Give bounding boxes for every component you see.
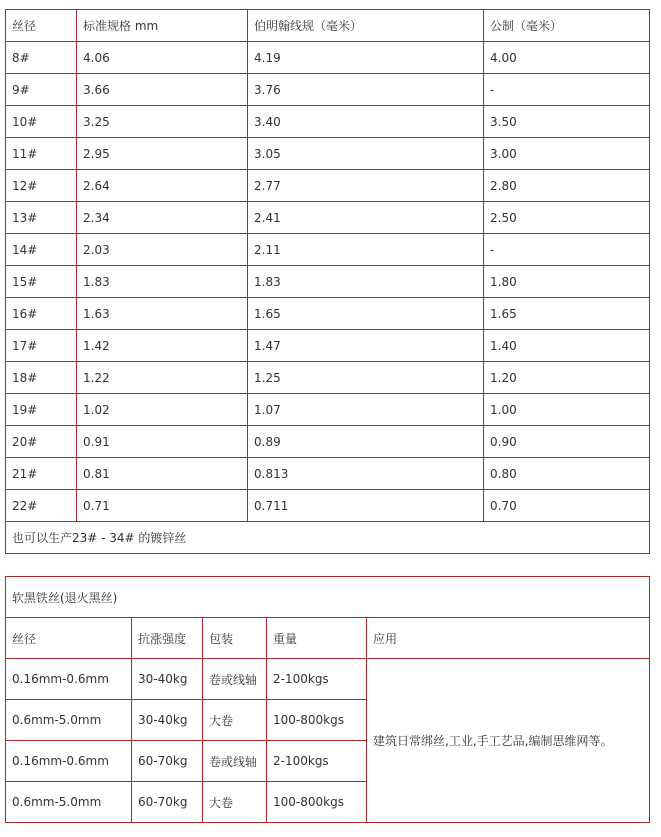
table-cell: 1.07 [248, 394, 484, 426]
table-row [6, 330, 650, 362]
table-cell: 0.91 [77, 426, 248, 458]
table-row [6, 266, 650, 298]
table-row [6, 298, 650, 330]
table-cell: 10# [6, 106, 77, 138]
table-cell: 60-70kg [132, 741, 203, 782]
table-cell: 100-800kgs [267, 700, 367, 741]
gauge-table [5, 9, 650, 554]
table-cell: 3.40 [248, 106, 484, 138]
table-cell: 22# [6, 490, 77, 522]
table-row [6, 234, 650, 266]
table-row [6, 42, 650, 74]
table-cell: 20# [6, 426, 77, 458]
table-cell: 12# [6, 170, 77, 202]
table-cell: 1.02 [77, 394, 248, 426]
table-row [6, 106, 650, 138]
table-cell: 11# [6, 138, 77, 170]
table-cell: 2.95 [77, 138, 248, 170]
table-cell: 4.00 [484, 42, 650, 74]
table-cell: 1.83 [248, 266, 484, 298]
header-cell: 包装 [203, 618, 267, 659]
table-cell: 1.65 [484, 298, 650, 330]
gauge-footer-row [6, 522, 650, 554]
table-cell: 1.25 [248, 362, 484, 394]
soft-wire-table [5, 576, 650, 823]
table-cell: 1.63 [77, 298, 248, 330]
table-cell: 60-70kg [132, 782, 203, 823]
header-cell: 抗涨强度 [132, 618, 203, 659]
table-cell: 0.16mm-0.6mm [6, 741, 132, 782]
soft-wire-title-row [6, 577, 650, 618]
table-cell: 3.25 [77, 106, 248, 138]
table-cell: 1.65 [248, 298, 484, 330]
table-cell: 0.81 [77, 458, 248, 490]
table-cell: 19# [6, 394, 77, 426]
table-cell: 1.42 [77, 330, 248, 362]
table-cell: 3.50 [484, 106, 650, 138]
table-cell: 1.20 [484, 362, 650, 394]
header-cell: 伯明翰线规（毫米） [248, 10, 484, 42]
table-cell: 卷或线轴 [203, 659, 267, 700]
table-cell: - [484, 234, 650, 266]
table-cell: 0.711 [248, 490, 484, 522]
table-cell: 13# [6, 202, 77, 234]
table-cell: - [484, 74, 650, 106]
table-cell: 3.66 [77, 74, 248, 106]
table-cell: 1.00 [484, 394, 650, 426]
table-cell: 0.70 [484, 490, 650, 522]
table-cell: 0.6mm-5.0mm [6, 782, 132, 823]
table-cell: 21# [6, 458, 77, 490]
table-cell: 9# [6, 74, 77, 106]
table-cell: 0.80 [484, 458, 650, 490]
table-cell: 2.11 [248, 234, 484, 266]
table-cell: 0.16mm-0.6mm [6, 659, 132, 700]
soft-wire-header-row [6, 618, 650, 659]
table-cell: 15# [6, 266, 77, 298]
table-cell: 8# [6, 42, 77, 74]
table-cell: 大卷 [203, 782, 267, 823]
table-cell: 14# [6, 234, 77, 266]
table-row [6, 138, 650, 170]
table-cell: 1.22 [77, 362, 248, 394]
table-cell: 2.41 [248, 202, 484, 234]
table-cell: 2.80 [484, 170, 650, 202]
table-cell: 2-100kgs [267, 659, 367, 700]
table-cell: 17# [6, 330, 77, 362]
table-row [6, 394, 650, 426]
gauge-header-row [6, 10, 650, 42]
table-cell: 2.50 [484, 202, 650, 234]
table-cell: 0.90 [484, 426, 650, 458]
table-row [6, 426, 650, 458]
table-cell: 2.64 [77, 170, 248, 202]
table-cell: 2.03 [77, 234, 248, 266]
table-cell: 1.83 [77, 266, 248, 298]
header-cell: 应用 [367, 618, 650, 659]
table-cell: 1.80 [484, 266, 650, 298]
header-cell: 标准规格 mm [77, 10, 248, 42]
table-cell: 0.71 [77, 490, 248, 522]
table-cell: 0.6mm-5.0mm [6, 700, 132, 741]
table-row [6, 490, 650, 522]
table-row [6, 458, 650, 490]
table-cell: 3.76 [248, 74, 484, 106]
table-cell: 2.77 [248, 170, 484, 202]
table-cell: 1.40 [484, 330, 650, 362]
table-cell: 卷或线轴 [203, 741, 267, 782]
table-cell: 大卷 [203, 700, 267, 741]
table-cell: 0.89 [248, 426, 484, 458]
application-cell: 建筑日常绑丝,工业,手工艺品,编制思维网等。 [367, 659, 650, 823]
table-cell: 2-100kgs [267, 741, 367, 782]
header-cell: 重量 [267, 618, 367, 659]
table-cell: 18# [6, 362, 77, 394]
table-cell: 4.19 [248, 42, 484, 74]
header-cell: 公制（毫米） [484, 10, 650, 42]
header-cell: 丝径 [6, 10, 77, 42]
table-cell: 1.47 [248, 330, 484, 362]
table-cell: 100-800kgs [267, 782, 367, 823]
table-cell: 4.06 [77, 42, 248, 74]
table-cell: 16# [6, 298, 77, 330]
table-cell: 30-40kg [132, 659, 203, 700]
table-cell: 3.05 [248, 138, 484, 170]
table-row [6, 362, 650, 394]
table-row [6, 202, 650, 234]
table-cell: 0.813 [248, 458, 484, 490]
table-cell: 3.00 [484, 138, 650, 170]
table-row [6, 170, 650, 202]
table-row [6, 74, 650, 106]
gauge-footer-note: 也可以生产23# - 34# 的镀锌丝 [6, 522, 650, 554]
header-cell: 丝径 [6, 618, 132, 659]
soft-wire-title: 软黑铁丝(退火黑丝) [6, 577, 650, 618]
table-row [6, 659, 650, 700]
table-cell: 2.34 [77, 202, 248, 234]
table-cell: 30-40kg [132, 700, 203, 741]
